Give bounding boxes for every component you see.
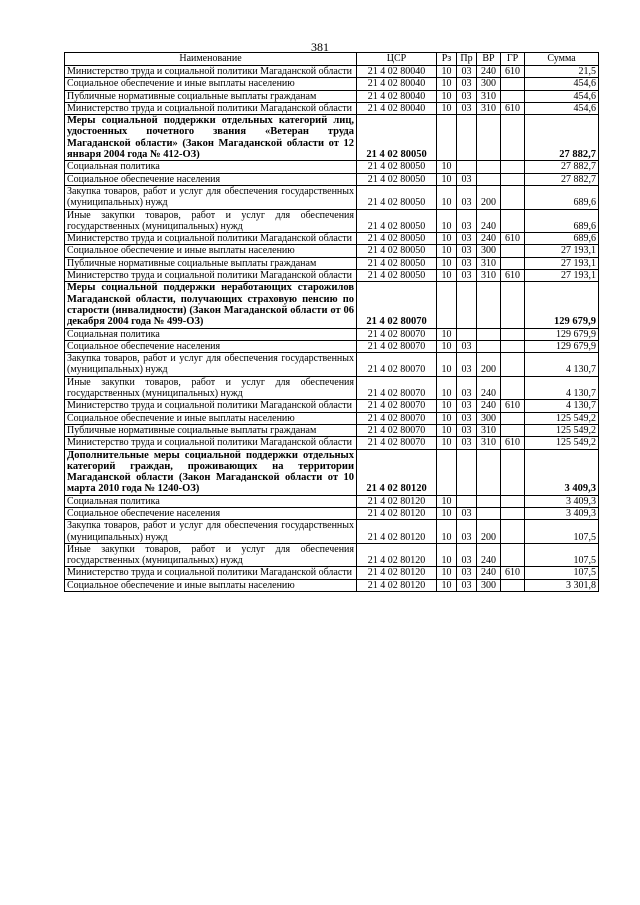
- cell-vr: 200: [477, 353, 501, 377]
- cell-rz: 10: [437, 340, 457, 352]
- cell-vr: 240: [477, 209, 501, 233]
- cell-gr: [501, 185, 525, 209]
- cell-vr: [477, 507, 501, 519]
- table-row: [65, 507, 599, 519]
- column-header-csr: ЦСР: [357, 53, 437, 66]
- cell-csr: 21 4 02 80120: [357, 520, 437, 544]
- table-row: [65, 424, 599, 436]
- cell-csr: 21 4 02 80120: [357, 579, 437, 591]
- cell-name: Меры социальной поддержки отдельных категорий лиц, удостоенных почетного звания «Ветеран труда Магаданской области» (Закон Магаданской области от 12 января 2004 года № 412-ОЗ): [65, 115, 357, 161]
- cell-sum: 4 130,7: [525, 353, 599, 377]
- cell-sum: 689,6: [525, 185, 599, 209]
- cell-gr: [501, 245, 525, 257]
- cell-name: Министерство труда и социальной политики Магаданской области: [65, 400, 357, 412]
- cell-sum: 125 549,2: [525, 412, 599, 424]
- cell-name: Дополнительные меры социальной поддержки отдельных категорий граждан, проживающих на территории Магаданской области (Закон Магаданской области от 10 марта 2010 года № 1240-ОЗ): [65, 449, 357, 495]
- cell-name: Иные закупки товаров, работ и услуг для обеспечения государственных (муниципальных) нужд: [65, 209, 357, 233]
- cell-pr: 03: [457, 270, 477, 282]
- cell-gr: 610: [501, 400, 525, 412]
- cell-rz: 10: [437, 353, 457, 377]
- cell-name: Министерство труда и социальной политики Магаданской области: [65, 233, 357, 245]
- table-row: [65, 209, 599, 233]
- cell-pr: 03: [457, 400, 477, 412]
- cell-vr: 240: [477, 567, 501, 579]
- column-header-sum: Сумма: [525, 53, 599, 66]
- cell-name: Социальное обеспечение и иные выплаты населению: [65, 579, 357, 591]
- cell-rz: 10: [437, 328, 457, 340]
- cell-vr: [477, 340, 501, 352]
- cell-sum: 454,6: [525, 90, 599, 102]
- cell-name: Социальное обеспечение и иные выплаты населению: [65, 78, 357, 90]
- cell-csr: 21 4 02 80070: [357, 328, 437, 340]
- cell-rz: 10: [437, 424, 457, 436]
- cell-gr: [501, 520, 525, 544]
- cell-pr: [457, 282, 477, 328]
- cell-name: Закупка товаров, работ и услуг для обеспечения государственных (муниципальных) нужд: [65, 520, 357, 544]
- cell-pr: 03: [457, 412, 477, 424]
- cell-name: Социальная политика: [65, 495, 357, 507]
- cell-pr: 03: [457, 233, 477, 245]
- cell-gr: [501, 424, 525, 436]
- cell-vr: 300: [477, 78, 501, 90]
- cell-name: Социальное обеспечение и иные выплаты населению: [65, 412, 357, 424]
- cell-sum: 129 679,9: [525, 340, 599, 352]
- cell-rz: 10: [437, 270, 457, 282]
- cell-vr: 300: [477, 412, 501, 424]
- cell-sum: 107,5: [525, 567, 599, 579]
- cell-csr: 21 4 02 80050: [357, 233, 437, 245]
- cell-sum: 4 130,7: [525, 400, 599, 412]
- cell-name: Меры социальной поддержки неработающих старожилов Магаданской области, получающих страховую пенсию по старости (инвалидности) (Закон Магаданской области от 06 декабря 2004 года № 499-ОЗ): [65, 282, 357, 328]
- table-row: [65, 115, 599, 161]
- cell-csr: 21 4 02 80070: [357, 282, 437, 328]
- cell-gr: [501, 340, 525, 352]
- cell-name: Закупка товаров, работ и услуг для обеспечения государственных (муниципальных) нужд: [65, 353, 357, 377]
- table-row: [65, 185, 599, 209]
- cell-name: Министерство труда и социальной политики Магаданской области: [65, 567, 357, 579]
- table-row: [65, 495, 599, 507]
- table-row: [65, 328, 599, 340]
- cell-vr: [477, 161, 501, 173]
- cell-rz: 10: [437, 579, 457, 591]
- cell-pr: [457, 328, 477, 340]
- cell-gr: [501, 282, 525, 328]
- cell-rz: 10: [437, 495, 457, 507]
- table-row: [65, 340, 599, 352]
- cell-pr: 03: [457, 424, 477, 436]
- table-row: [65, 90, 599, 102]
- cell-vr: [477, 115, 501, 161]
- cell-pr: 03: [457, 102, 477, 114]
- cell-gr: [501, 507, 525, 519]
- cell-pr: [457, 495, 477, 507]
- table-row: [65, 233, 599, 245]
- cell-sum: 21,5: [525, 66, 599, 78]
- cell-gr: 610: [501, 66, 525, 78]
- cell-pr: 03: [457, 173, 477, 185]
- cell-pr: 03: [457, 90, 477, 102]
- cell-gr: [501, 543, 525, 567]
- cell-gr: [501, 412, 525, 424]
- cell-sum: 27 882,7: [525, 161, 599, 173]
- table-row: [65, 161, 599, 173]
- table-row: [65, 353, 599, 377]
- cell-rz: 10: [437, 173, 457, 185]
- cell-rz: 10: [437, 66, 457, 78]
- table-row: [65, 270, 599, 282]
- cell-rz: 10: [437, 437, 457, 449]
- cell-vr: 240: [477, 400, 501, 412]
- table-row: [65, 400, 599, 412]
- cell-csr: 21 4 02 80070: [357, 400, 437, 412]
- cell-vr: [477, 449, 501, 495]
- table-row: [65, 257, 599, 269]
- cell-vr: 310: [477, 257, 501, 269]
- column-header-pr: Пр: [457, 53, 477, 66]
- cell-gr: [501, 328, 525, 340]
- cell-rz: 10: [437, 567, 457, 579]
- cell-vr: 310: [477, 437, 501, 449]
- cell-vr: 310: [477, 102, 501, 114]
- cell-gr: [501, 257, 525, 269]
- cell-sum: 107,5: [525, 520, 599, 544]
- cell-rz: 10: [437, 161, 457, 173]
- cell-sum: 27 193,1: [525, 270, 599, 282]
- table-row: [65, 102, 599, 114]
- cell-gr: 610: [501, 102, 525, 114]
- cell-vr: 200: [477, 185, 501, 209]
- cell-csr: 21 4 02 80120: [357, 543, 437, 567]
- table-row: [65, 66, 599, 78]
- table-row: [65, 579, 599, 591]
- cell-pr: [457, 449, 477, 495]
- cell-name: Закупка товаров, работ и услуг для обеспечения государственных (муниципальных) нужд: [65, 185, 357, 209]
- cell-vr: [477, 328, 501, 340]
- cell-csr: 21 4 02 80050: [357, 209, 437, 233]
- cell-pr: 03: [457, 257, 477, 269]
- cell-sum: 454,6: [525, 102, 599, 114]
- cell-vr: 300: [477, 579, 501, 591]
- cell-sum: 129 679,9: [525, 328, 599, 340]
- cell-csr: 21 4 02 80070: [357, 340, 437, 352]
- cell-rz: 10: [437, 520, 457, 544]
- table-body: [65, 66, 599, 592]
- cell-name: Социальное обеспечение населения: [65, 507, 357, 519]
- cell-rz: [437, 449, 457, 495]
- cell-pr: [457, 161, 477, 173]
- cell-pr: 03: [457, 78, 477, 90]
- cell-pr: 03: [457, 507, 477, 519]
- cell-rz: 10: [437, 90, 457, 102]
- cell-csr: 21 4 02 80070: [357, 424, 437, 436]
- cell-sum: 27 882,7: [525, 115, 599, 161]
- cell-rz: 10: [437, 543, 457, 567]
- cell-csr: 21 4 02 80070: [357, 376, 437, 400]
- table-row: [65, 245, 599, 257]
- cell-pr: 03: [457, 66, 477, 78]
- cell-name: Публичные нормативные социальные выплаты гражданам: [65, 424, 357, 436]
- cell-csr: 21 4 02 80120: [357, 495, 437, 507]
- cell-gr: [501, 353, 525, 377]
- cell-csr: 21 4 02 80050: [357, 185, 437, 209]
- cell-sum: 3 409,3: [525, 449, 599, 495]
- cell-gr: [501, 579, 525, 591]
- budget-table: [64, 52, 599, 592]
- table-row: [65, 376, 599, 400]
- cell-pr: 03: [457, 376, 477, 400]
- cell-rz: 10: [437, 400, 457, 412]
- cell-rz: 10: [437, 209, 457, 233]
- cell-pr: 03: [457, 340, 477, 352]
- column-header-gr: ГР: [501, 53, 525, 66]
- cell-rz: [437, 282, 457, 328]
- cell-name: Публичные нормативные социальные выплаты гражданам: [65, 90, 357, 102]
- cell-sum: 4 130,7: [525, 376, 599, 400]
- cell-sum: 3 301,8: [525, 579, 599, 591]
- cell-sum: 3 409,3: [525, 507, 599, 519]
- cell-gr: [501, 90, 525, 102]
- cell-csr: 21 4 02 80050: [357, 161, 437, 173]
- cell-name: Министерство труда и социальной политики Магаданской области: [65, 102, 357, 114]
- cell-rz: 10: [437, 412, 457, 424]
- cell-name: Министерство труда и социальной политики Магаданской области: [65, 66, 357, 78]
- cell-gr: 610: [501, 270, 525, 282]
- cell-pr: 03: [457, 520, 477, 544]
- cell-sum: 3 409,3: [525, 495, 599, 507]
- cell-vr: 200: [477, 520, 501, 544]
- cell-csr: 21 4 02 80050: [357, 245, 437, 257]
- cell-sum: 689,6: [525, 233, 599, 245]
- cell-pr: 03: [457, 185, 477, 209]
- cell-vr: 310: [477, 424, 501, 436]
- column-header-rz: Рз: [437, 53, 457, 66]
- cell-gr: [501, 78, 525, 90]
- cell-gr: 610: [501, 437, 525, 449]
- cell-name: Министерство труда и социальной политики Магаданской области: [65, 270, 357, 282]
- cell-pr: 03: [457, 437, 477, 449]
- cell-csr: 21 4 02 80040: [357, 66, 437, 78]
- cell-gr: [501, 209, 525, 233]
- cell-pr: 03: [457, 579, 477, 591]
- cell-csr: 21 4 02 80070: [357, 353, 437, 377]
- cell-vr: 300: [477, 245, 501, 257]
- cell-sum: 454,6: [525, 78, 599, 90]
- cell-name: Иные закупки товаров, работ и услуг для обеспечения государственных (муниципальных) нужд: [65, 376, 357, 400]
- cell-name: Социальное обеспечение населения: [65, 173, 357, 185]
- cell-vr: 310: [477, 90, 501, 102]
- cell-rz: 10: [437, 507, 457, 519]
- cell-rz: 10: [437, 78, 457, 90]
- cell-csr: 21 4 02 80040: [357, 102, 437, 114]
- cell-gr: 610: [501, 567, 525, 579]
- cell-vr: [477, 282, 501, 328]
- cell-sum: 27 882,7: [525, 173, 599, 185]
- cell-rz: 10: [437, 257, 457, 269]
- cell-name: Социальное обеспечение населения: [65, 340, 357, 352]
- cell-sum: 107,5: [525, 543, 599, 567]
- cell-sum: 125 549,2: [525, 424, 599, 436]
- cell-name: Публичные нормативные социальные выплаты гражданам: [65, 257, 357, 269]
- cell-pr: 03: [457, 567, 477, 579]
- cell-rz: 10: [437, 376, 457, 400]
- table-row: [65, 412, 599, 424]
- cell-csr: 21 4 02 80120: [357, 567, 437, 579]
- cell-sum: 129 679,9: [525, 282, 599, 328]
- cell-csr: 21 4 02 80050: [357, 257, 437, 269]
- cell-pr: 03: [457, 543, 477, 567]
- cell-sum: 27 193,1: [525, 257, 599, 269]
- cell-name: Социальная политика: [65, 328, 357, 340]
- cell-csr: 21 4 02 80120: [357, 507, 437, 519]
- cell-sum: 689,6: [525, 209, 599, 233]
- cell-csr: 21 4 02 80050: [357, 270, 437, 282]
- cell-pr: 03: [457, 353, 477, 377]
- page-number: 381: [311, 40, 329, 54]
- table-row: [65, 173, 599, 185]
- cell-name: Социальное обеспечение и иные выплаты населению: [65, 245, 357, 257]
- cell-rz: 10: [437, 245, 457, 257]
- cell-vr: 240: [477, 543, 501, 567]
- cell-pr: [457, 115, 477, 161]
- table-row: [65, 282, 599, 328]
- table-row: [65, 449, 599, 495]
- cell-csr: 21 4 02 80070: [357, 412, 437, 424]
- cell-csr: 21 4 02 80050: [357, 115, 437, 161]
- table-header-row: [65, 53, 599, 66]
- table-row: [65, 543, 599, 567]
- cell-rz: [437, 115, 457, 161]
- cell-pr: 03: [457, 245, 477, 257]
- cell-vr: [477, 495, 501, 507]
- cell-gr: [501, 173, 525, 185]
- cell-sum: 125 549,2: [525, 437, 599, 449]
- cell-vr: 240: [477, 233, 501, 245]
- table-row: [65, 520, 599, 544]
- table-row: [65, 567, 599, 579]
- cell-csr: 21 4 02 80050: [357, 173, 437, 185]
- table-row: [65, 437, 599, 449]
- cell-rz: 10: [437, 185, 457, 209]
- cell-pr: 03: [457, 209, 477, 233]
- column-header-vr: ВР: [477, 53, 501, 66]
- cell-csr: 21 4 02 80120: [357, 449, 437, 495]
- cell-name: Министерство труда и социальной политики Магаданской области: [65, 437, 357, 449]
- cell-name: Иные закупки товаров, работ и услуг для обеспечения государственных (муниципальных) нужд: [65, 543, 357, 567]
- cell-vr: 240: [477, 376, 501, 400]
- cell-gr: 610: [501, 233, 525, 245]
- cell-csr: 21 4 02 80070: [357, 437, 437, 449]
- column-header-name: Наименование: [65, 53, 357, 66]
- cell-gr: [501, 161, 525, 173]
- cell-rz: 10: [437, 102, 457, 114]
- cell-gr: [501, 449, 525, 495]
- cell-name: Социальная политика: [65, 161, 357, 173]
- cell-sum: 27 193,1: [525, 245, 599, 257]
- cell-gr: [501, 115, 525, 161]
- cell-vr: [477, 173, 501, 185]
- cell-csr: 21 4 02 80040: [357, 90, 437, 102]
- cell-rz: 10: [437, 233, 457, 245]
- cell-csr: 21 4 02 80040: [357, 78, 437, 90]
- table-row: [65, 78, 599, 90]
- cell-gr: [501, 376, 525, 400]
- cell-gr: [501, 495, 525, 507]
- cell-vr: 240: [477, 66, 501, 78]
- cell-vr: 310: [477, 270, 501, 282]
